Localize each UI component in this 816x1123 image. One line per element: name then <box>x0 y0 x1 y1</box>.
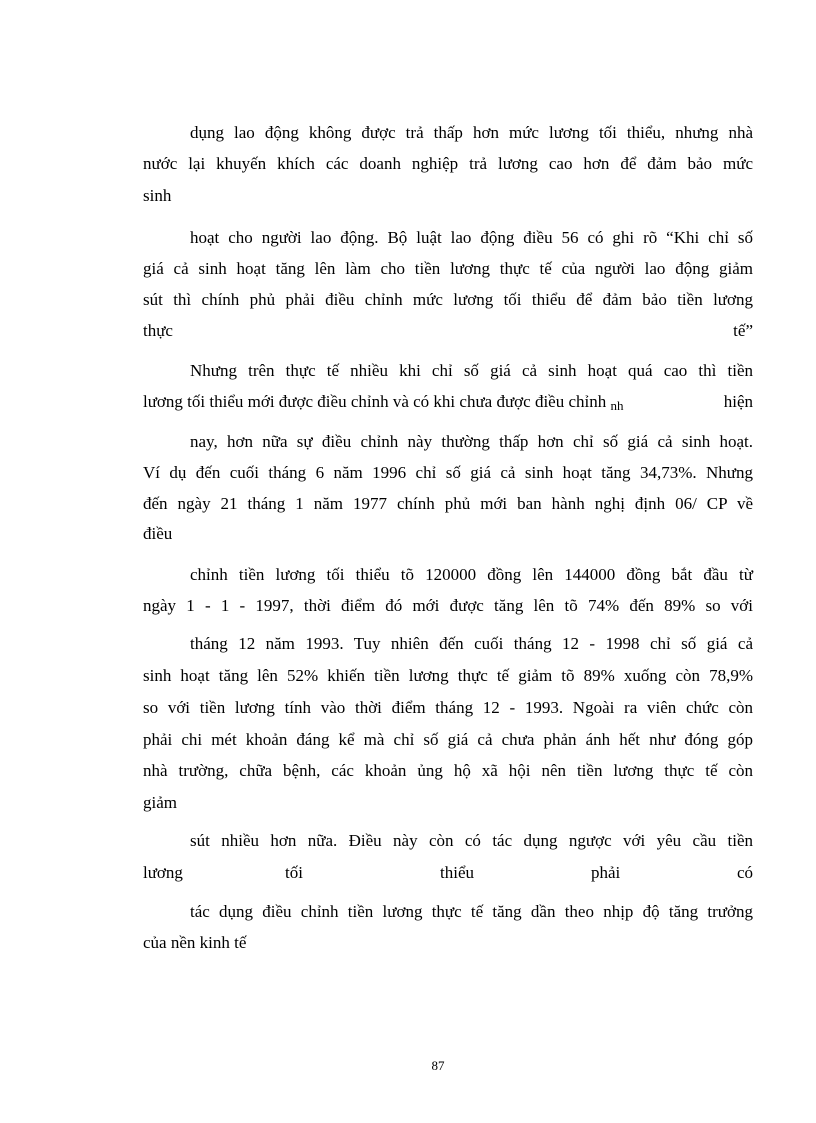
paragraph-line: phải chi mét khoản đáng kể mà chỉ số giá cả chưa phản ánh hết như đóng góp <box>143 730 753 749</box>
line-word: thực <box>143 321 173 340</box>
paragraph-line: điều <box>143 524 173 543</box>
paragraph-line: tác dụng điều chỉnh tiền lương thực tế tăng dần theo nhịp độ tăng trưởng <box>190 902 753 921</box>
line-word: lương <box>143 863 183 882</box>
paragraph-line: nay, hơn nữa sự điều chỉnh này thường thấp hơn chỉ số giá cả sinh hoạt. <box>190 432 753 451</box>
paragraph-line: ngày 1 - 1 - 1997, thời điểm đó mới được tăng lên tõ 74% đến 89% so với <box>143 596 753 615</box>
line-word: thiểu <box>440 863 474 882</box>
paragraph-line: của nền kinh tế <box>143 933 247 952</box>
paragraph-line: nước lại khuyến khích các doanh nghiệp trả lương cao hơn để đảm bảo mức <box>143 154 753 173</box>
paragraph-line: giá cả sinh hoạt tăng lên làm cho tiền lương thực tế của người lao động giảm <box>143 259 753 278</box>
paragraph-line: Nhưng trên thực tế nhiều khi chỉ số giá cả sinh hoạt quá cao thì tiền <box>190 361 753 380</box>
paragraph-line: đến ngày 21 tháng 1 năm 1977 chính phủ mới ban hành nghị định 06/ CP về <box>143 494 753 513</box>
paragraph-line: so với tiền lương tính vào thời điểm tháng 12 - 1993. Ngoài ra viên chức còn <box>143 698 753 717</box>
paragraph-line <box>143 391 753 414</box>
line-word: tối <box>285 863 303 882</box>
paragraph-line: sinh <box>143 186 172 205</box>
line-word: có <box>736 863 753 882</box>
line-fragment: nh <box>610 398 624 413</box>
paragraph-line: sinh hoạt tăng lên 52% khiến tiền lương thực tế giảm tõ 89% xuống còn 78,9% <box>143 666 753 685</box>
paragraph-line: nhà trường, chữa bệnh, các khoản ủng hộ xã hội nên tiền lương thực tế còn <box>143 761 753 780</box>
line-word: tế” <box>733 321 753 340</box>
paragraph-line <box>143 320 753 342</box>
paragraph-line: sút nhiều hơn nữa. Điều này còn có tác dụng ngược với yêu cầu tiền <box>190 831 753 850</box>
line-word: phải <box>591 863 621 882</box>
line-word: hiện <box>723 392 753 411</box>
paragraph-line: sút thì chính phủ phải điều chỉnh mức lương tối thiểu để đảm bảo tiền lương <box>143 290 753 309</box>
paragraph-line: tháng 12 năm 1993. Tuy nhiên đến cuối tháng 12 - 1998 chỉ số giá cả <box>190 634 753 653</box>
page-number: 87 <box>431 1058 445 1073</box>
paragraph-line: hoạt cho người lao động. Bộ luật lao động điều 56 có ghi rõ “Khi chỉ số <box>190 228 753 247</box>
paragraph-line: dụng lao động không được trả thấp hơn mức lương tối thiểu, nhưng nhà <box>190 123 753 142</box>
paragraph-line: Ví dụ đến cuối tháng 6 năm 1996 chỉ số giá cả sinh hoạt tăng 34,73%. Nhưng <box>143 463 753 482</box>
paragraph-line: giảm <box>143 793 177 812</box>
paragraph-line: chỉnh tiền lương tối thiểu tõ 120000 đồng lên 144000 đồng bắt đầu từ <box>190 565 753 584</box>
line-text: lương tối thiểu mới được điều chỉnh và có khi chưa được điều chỉnh <box>143 392 607 411</box>
